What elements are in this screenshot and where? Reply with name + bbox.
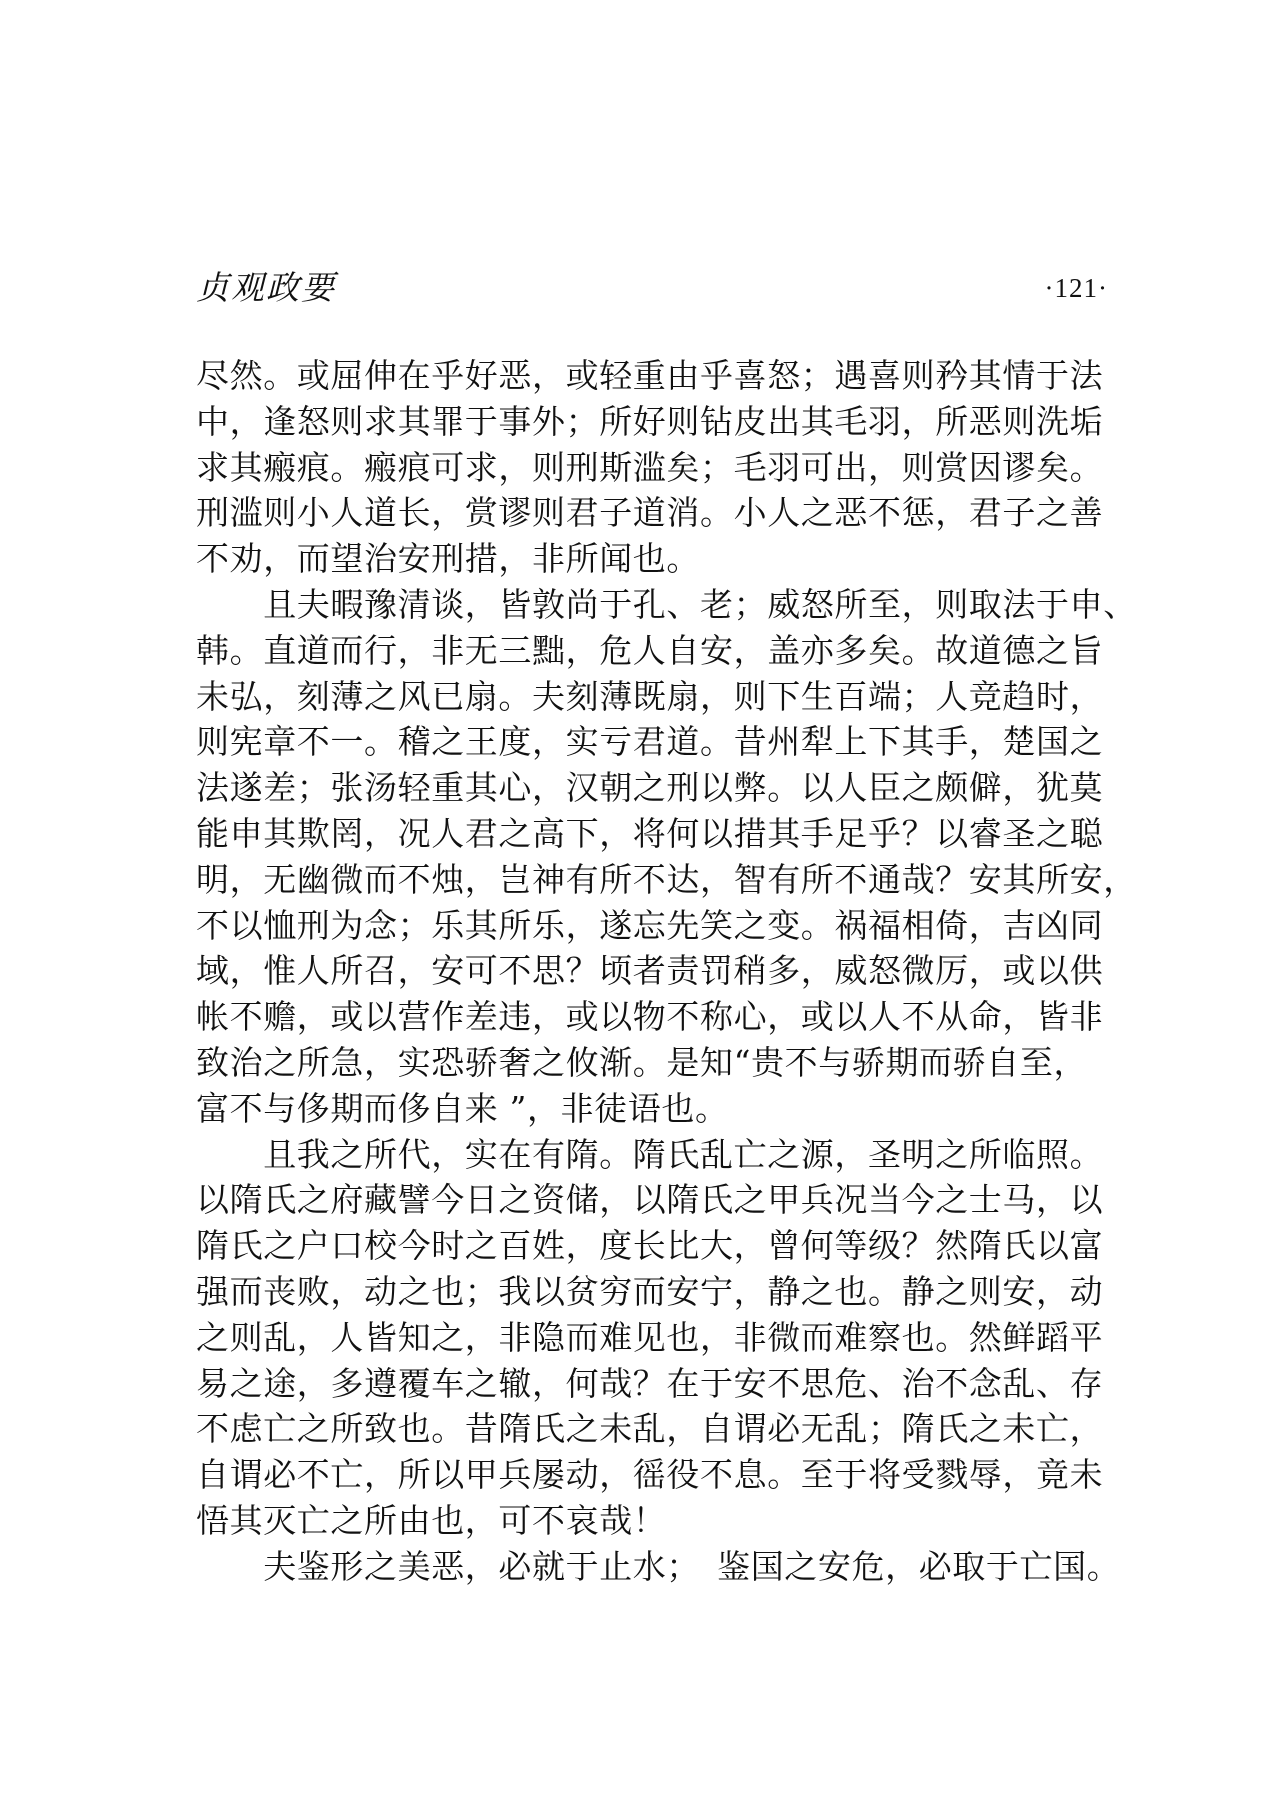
text-line: 帐不赡，或以营作差违，或以物不称心，或以人不从命，皆非 — [196, 997, 1104, 1037]
text-line: 中，逢怒则求其罪于事外；所好则钻皮出其毛羽，所恶则洗垢 — [196, 401, 1104, 441]
book-title: 贞观政要 — [196, 268, 336, 307]
page-number: ·121· — [1044, 273, 1108, 303]
text-line: 不以恤刑为念；乐其所乐，遂忘先笑之变。祸福相倚，吉凶同 — [196, 905, 1104, 945]
text-line: 强而丧败，动之也；我以贫穷而安宁，静之也。静之则安，动 — [196, 1271, 1104, 1311]
text-line: 夫鉴形之美恶，必就于止水； 鉴国之安危，必取于亡国。 — [196, 1546, 1121, 1586]
text-line: 以隋氏之府藏譬今日之资储，以隋氏之甲兵况当今之士马，以 — [196, 1180, 1104, 1220]
text-line: 尽然。或屈伸在乎好恶，或轻重由乎喜怒；遇喜则矜其情于法 — [196, 356, 1104, 395]
text-line: 致治之所急，实恐骄奢之攸渐。是知“贵不与骄期而骄自至， — [196, 1042, 1088, 1082]
text-line: 刑滥则小人道长，赏谬则君子道消。小人之恶不惩，君子之善 — [196, 493, 1104, 533]
text-line: 明，无幽微而不烛，岂神有所不达，智有所不通哉？安其所安， — [196, 859, 1137, 899]
text-line: 不虑亡之所致也。昔隋氏之未乱，自谓必无乱；隋氏之未亡， — [196, 1409, 1104, 1449]
text-line: 且夫暇豫清谈，皆敦尚于孔、老；威怒所至，则取法于申、 — [196, 584, 1137, 624]
text-line: 富不与侈期而侈自来 ”，非徒语也。 — [196, 1088, 729, 1128]
text-line: 悟其灭亡之所由也，可不哀哉！ — [196, 1500, 667, 1540]
text-line: 未弘，刻薄之风已扇。夫刻薄既扇，则下生百端；人竞趋时， — [196, 676, 1104, 716]
text-line: 易之途，多遵覆车之辙，何哉？在于安不思危、治不念乱、存 — [196, 1363, 1104, 1403]
text-line: 则宪章不一。稽之王度，实亏君道。昔州犁上下其手，楚国之 — [196, 722, 1104, 762]
text-line: 不劝，而望治安刑措，非所闻也。 — [196, 539, 700, 579]
text-line: 能申其欺罔，况人君之高下，将何以措其手足乎？以睿圣之聪 — [196, 813, 1104, 853]
text-line: 且我之所代，实在有隋。隋氏乱亡之源，圣明之所临照。 — [196, 1134, 1104, 1174]
page-header — [196, 268, 1108, 318]
text-line: 法遂差；张汤轻重其心，汉朝之刑以弊。以人臣之颇僻，犹莫 — [196, 768, 1104, 808]
text-line: 求其瘢痕。瘢痕可求，则刑斯滥矣；毛羽可出，则赏因谬矣。 — [196, 447, 1104, 487]
text-line: 域，惟人所召，安可不思？顷者责罚稍多，威怒微厉，或以供 — [196, 951, 1104, 991]
text-line: 隋氏之户口校今时之百姓，度长比大，曾何等级？然隋氏以富 — [196, 1226, 1104, 1266]
text-line: 韩。直道而行，非无三黜，危人自安，盖亦多矣。故道德之旨 — [196, 630, 1104, 670]
text-line: 自谓必不亡，所以甲兵屡动，徭役不息。至于将受戮辱，竟未 — [196, 1455, 1104, 1495]
body-text — [196, 353, 1137, 1590]
text-line: 之则乱，人皆知之，非隐而难见也，非微而难察也。然鲜蹈平 — [196, 1317, 1104, 1357]
